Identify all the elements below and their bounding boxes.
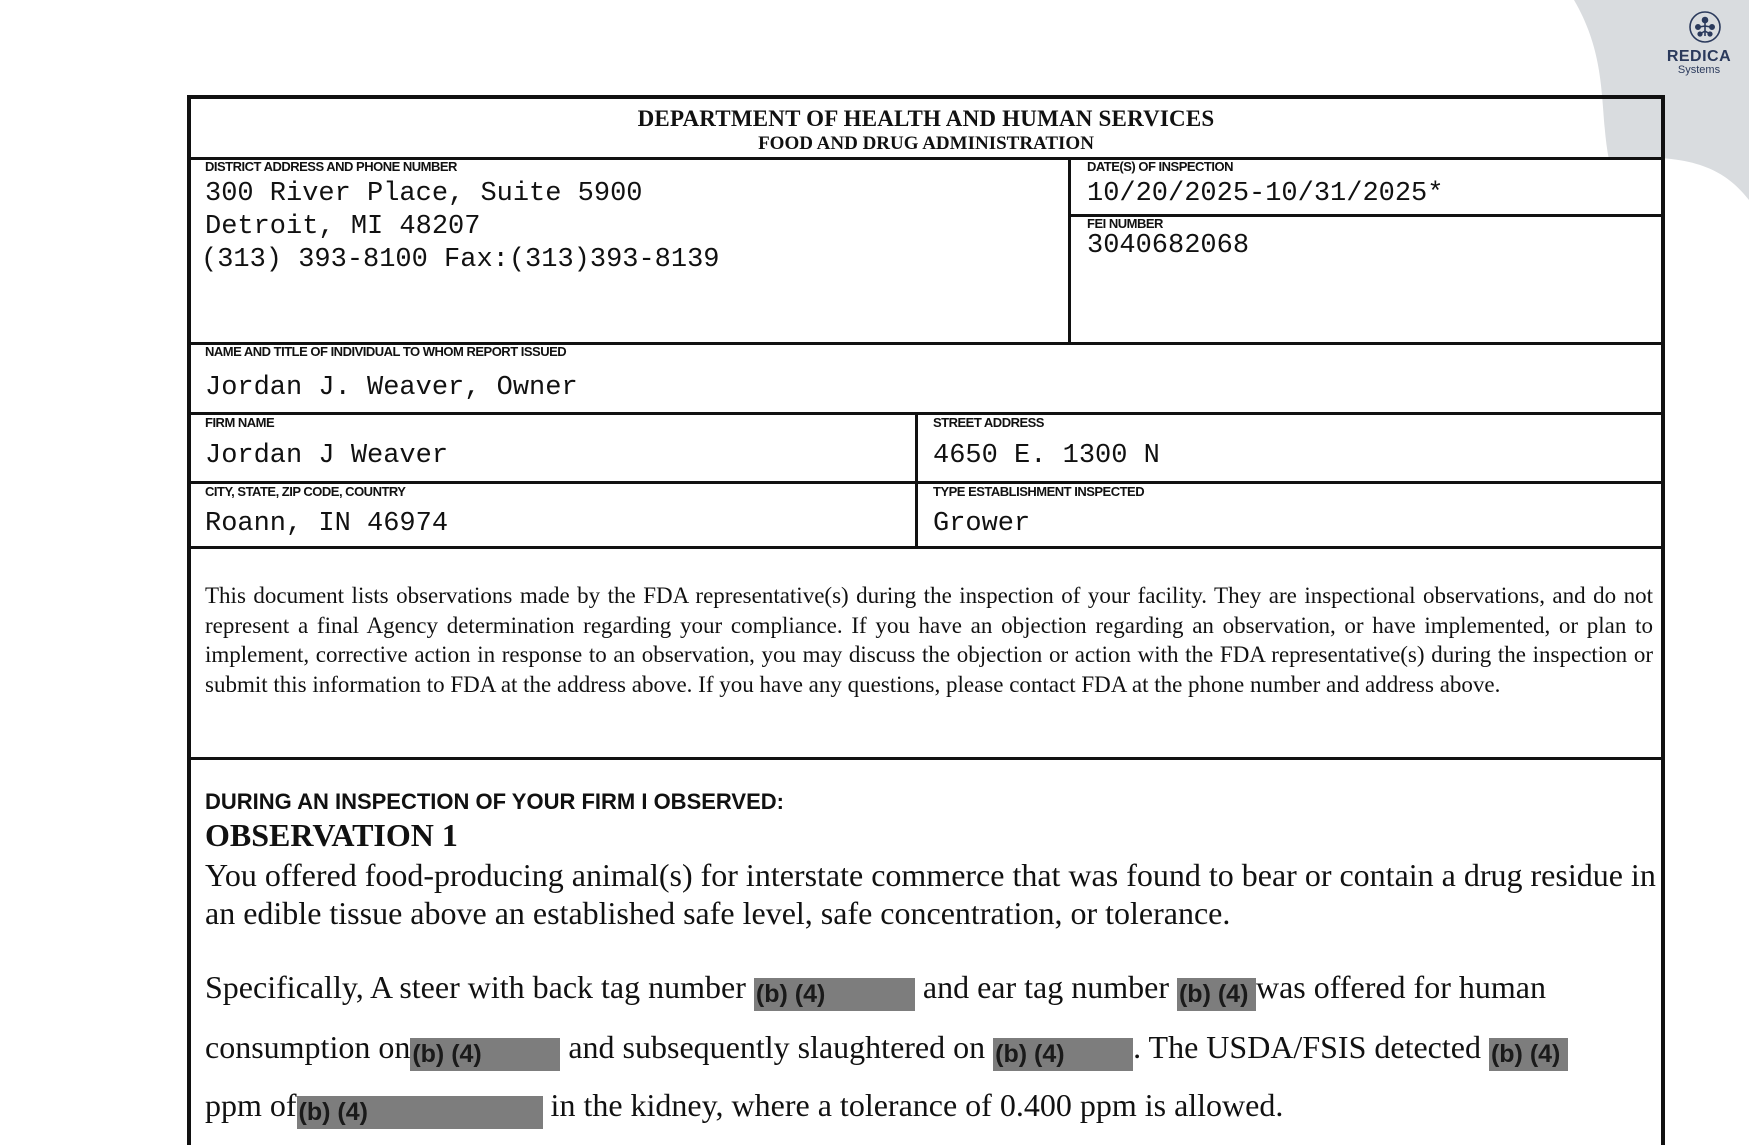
observation-title: OBSERVATION 1 bbox=[205, 817, 458, 853]
individual-label: NAME AND TITLE OF INDIVIDUAL TO WHOM REPORT ISSUED bbox=[205, 344, 567, 359]
rule-notice-bottom bbox=[191, 757, 1661, 760]
district-line-3: (313) 393-8100 Fax:(313)393-8139 bbox=[201, 245, 720, 275]
detail-text: in the kidney, where a tolerance of 0.400 ppm is allowed. bbox=[550, 1087, 1284, 1123]
redaction-block: (b) (4) bbox=[1177, 978, 1256, 1011]
redaction-block: (b) (4) bbox=[1489, 1038, 1568, 1071]
logo-sub: Systems bbox=[1677, 64, 1721, 76]
agency-heading: FOOD AND DRUG ADMINISTRATION bbox=[758, 133, 1094, 154]
establishment-type: Grower bbox=[933, 509, 1031, 539]
inspection-dates: 10/20/2025-10/31/2025* bbox=[1087, 179, 1444, 209]
street-address: 4650 E. 1300 N bbox=[933, 441, 1160, 471]
district-line-1: 300 River Place, Suite 5900 bbox=[205, 179, 643, 209]
detail-text: ppm of bbox=[205, 1087, 297, 1123]
dates-label: DATE(S) OF INSPECTION bbox=[1087, 159, 1233, 174]
detail-text: consumption on bbox=[205, 1029, 411, 1065]
firm-name-label: FIRM NAME bbox=[205, 415, 275, 430]
detail-text: . The USDA/FSIS detected bbox=[1133, 1029, 1481, 1065]
fda-483-form bbox=[187, 95, 1665, 1145]
rule-district-divider bbox=[1068, 157, 1071, 345]
observation-detail-line-3 bbox=[205, 1087, 1283, 1129]
fei-number: 3040682068 bbox=[1087, 231, 1250, 261]
observations-heading: DURING AN INSPECTION OF YOUR FIRM I OBSERVED: bbox=[205, 789, 784, 814]
redaction-block: (b) (4) bbox=[754, 978, 915, 1011]
rule-individual-bottom bbox=[191, 412, 1661, 415]
redaction-block: (b) (4) bbox=[410, 1038, 560, 1071]
city-label: CITY, STATE, ZIP CODE, COUNTRY bbox=[205, 484, 406, 499]
district-label: DISTRICT ADDRESS AND PHONE NUMBER bbox=[205, 159, 457, 174]
street-label: STREET ADDRESS bbox=[933, 415, 1044, 430]
rule-firm-bottom bbox=[191, 481, 1661, 484]
type-label: TYPE ESTABLISHMENT INSPECTED bbox=[933, 484, 1145, 499]
redica-logo bbox=[1663, 48, 1735, 76]
detail-text: and subsequently slaughtered on bbox=[568, 1029, 986, 1065]
department-heading: DEPARTMENT OF HEALTH AND HUMAN SERVICES bbox=[637, 106, 1215, 131]
notice-paragraph: This document lists observations made by the FDA representative(s) during the inspection of your facility. They are inspectional observations, and do not represent a final Agency determination regarding your compliance. If you have an objection regarding an observation, or have implemented, or plan to implement, corrective action in response to an observation, you may discuss the objection or action with the FDA representative(s) during the inspection or submit this information to FDA at the address above. If you have any questions, please contact FDA at the phone number and address above. bbox=[205, 583, 1653, 697]
city-state-zip: Roann, IN 46974 bbox=[205, 509, 449, 539]
rule-city-bottom bbox=[191, 546, 1661, 549]
observation-detail-line-1 bbox=[205, 969, 1546, 1011]
redaction-block: (b) (4) bbox=[993, 1038, 1133, 1071]
observation-detail-line-2 bbox=[205, 1029, 1568, 1071]
fei-label: FEI NUMBER bbox=[1087, 216, 1163, 231]
individual-name: Jordan J. Weaver, Owner bbox=[205, 373, 578, 403]
rule-firm-divider bbox=[915, 412, 918, 549]
detail-text: Specifically, A steer with back tag number bbox=[205, 969, 746, 1005]
district-line-2: Detroit, MI 48207 bbox=[205, 212, 481, 242]
observation-summary: You offered food-producing animal(s) for interstate commerce that was found to bear or contain a drug residue in an edible tissue above an established safe level, safe concentration, or tolerance. bbox=[205, 857, 1656, 931]
firm-name: Jordan J Weaver bbox=[205, 441, 449, 471]
detail-text: was offered for human bbox=[1255, 969, 1546, 1005]
logo-name: REDICA bbox=[1666, 48, 1732, 65]
detail-text: and ear tag number bbox=[922, 969, 1169, 1005]
redaction-block: (b) (4) bbox=[297, 1096, 543, 1129]
